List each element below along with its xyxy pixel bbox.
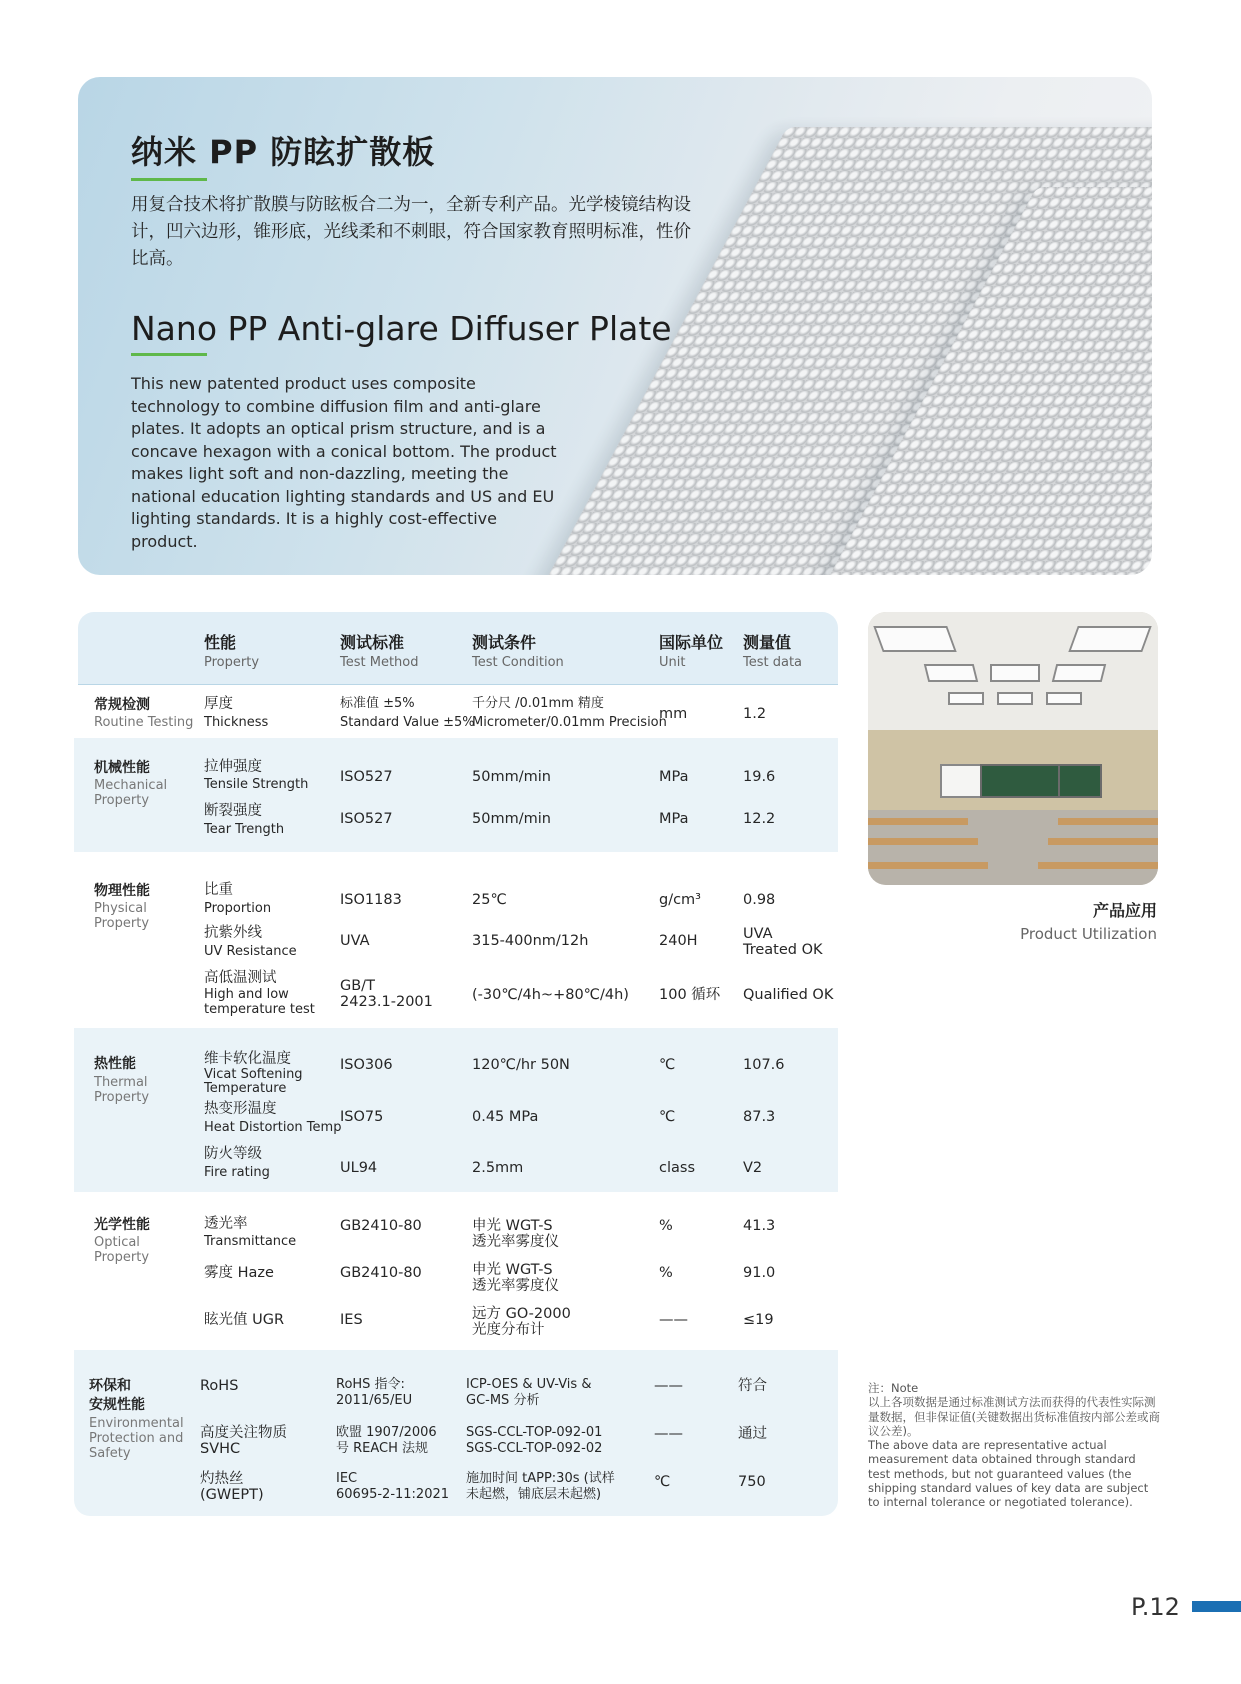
cond-ugr: 远方 GO-2000 [472, 1306, 571, 1322]
method-gwept-2: 60695-2-11:2021 [336, 1487, 450, 1502]
header-test-data: 测量值 [743, 633, 792, 652]
blackboard [1058, 764, 1102, 798]
desk [1048, 838, 1158, 845]
category-optical-en: Optical Property [94, 1235, 150, 1265]
prop-tear-en: Tear Trength [204, 822, 285, 837]
prop-vicat-en: Vicat Softening [204, 1067, 303, 1082]
value-tear: 12.2 [743, 811, 776, 827]
ceiling-light [873, 626, 956, 652]
value-svhc: 通过 [738, 1426, 767, 1442]
band-mechanical [74, 738, 838, 852]
unit-transmittance: % [659, 1218, 673, 1234]
cond-proportion: 25℃ [472, 892, 507, 908]
page-number: P.12 [1131, 1593, 1180, 1621]
prop-thickness: 厚度 [204, 696, 233, 712]
prop-temp: 高低温测试 [204, 970, 277, 986]
prop-uv: 抗紫外线 [204, 925, 262, 941]
ceiling-light [1046, 692, 1082, 705]
cond-hdt: 0.45 MPa [472, 1109, 539, 1125]
value-proportion: 0.98 [743, 892, 776, 908]
band-environmental [74, 1350, 838, 1516]
cn-title: 纳米 PP 防眩扩散板 [131, 133, 436, 171]
prop-hdt-en: Heat Distortion Temp [204, 1120, 342, 1135]
method-fire: UL94 [340, 1160, 378, 1176]
desk [1058, 818, 1158, 825]
category-routine: 常规检测 [94, 697, 150, 713]
desk [868, 818, 968, 825]
band-thermal [74, 1028, 838, 1192]
page-accent-bar [1192, 1601, 1241, 1612]
prop-vicat-en-2: Temperature [204, 1081, 287, 1096]
en-title: Nano PP Anti-glare Diffuser Plate [131, 309, 672, 348]
prop-temp-en: High and low [204, 987, 289, 1002]
cond-rohs: ICP-OES & UV-Vis & [466, 1377, 592, 1392]
prop-gwept-en: (GWEPT) [200, 1487, 264, 1503]
unit-proportion: g/cm³ [659, 892, 701, 908]
method-temp: GB/T [340, 978, 375, 994]
prop-gwept: 灼热丝 [200, 1471, 244, 1487]
prop-transmittance: 透光率 [204, 1216, 248, 1232]
header-test-condition: 测试条件 [472, 633, 537, 652]
header-test-condition-en: Test Condition [472, 655, 564, 670]
cond-gwept-2: 未起燃，铺底层未起燃) [466, 1487, 602, 1502]
prop-uv-en: UV Resistance [204, 944, 297, 959]
spec-table [74, 612, 838, 1516]
category-thermal: 热性能 [94, 1056, 136, 1072]
method-tensile: ISO527 [340, 769, 393, 785]
cond-gwept: 施加时间 tAPP:30s (试样 [466, 1471, 615, 1486]
category-routine-en: Routine Testing [94, 715, 194, 730]
category-environmental-en: Environmental Protection and Safety [89, 1416, 184, 1461]
cond-thickness: 千分尺 /0.01mm 精度 [472, 696, 604, 711]
prop-temp-en-2: temperature test [204, 1002, 315, 1017]
unit-temp: 100 循环 [659, 987, 721, 1003]
category-thermal-en: Thermal Property [94, 1075, 150, 1105]
method-thickness: 标准值 ±5% [340, 696, 415, 711]
cn-description: 用复合技术将扩散膜与防眩板合二为一，全新专利产品。光学棱镜结构设计，凹六边形，锥形底，光线柔和不刺眼，符合国家教育照明标准，性价比高。 [131, 195, 691, 269]
method-gwept: IEC [336, 1471, 358, 1486]
cond-tear: 50mm/min [472, 811, 551, 827]
ceiling-light [924, 664, 978, 682]
unit-haze: % [659, 1265, 673, 1281]
prop-svhc: 高度关注物质 [200, 1425, 287, 1441]
application-title-en: Product Utilization [1020, 925, 1157, 943]
unit-tear: MPa [659, 811, 689, 827]
method-rohs: RoHS 指令: [336, 1377, 405, 1392]
header-test-method-en: Test Method [340, 655, 419, 670]
cond-transmittance: 申光 WGT-S [472, 1218, 553, 1234]
ceiling-light [948, 692, 984, 705]
cond-fire: 2.5mm [472, 1160, 524, 1176]
value-ugr: ≤19 [743, 1312, 774, 1328]
value-transmittance: 41.3 [743, 1218, 776, 1234]
prop-haze: 雾度 Haze [204, 1265, 274, 1281]
note-cn: 以上各项数据是通过标准测试方法而获得的代表性实际测量数据，但非保证值(关键数据出货标准值按内部公差或商议公差)。 [868, 1395, 1160, 1438]
unit-ugr: —— [659, 1312, 688, 1328]
whiteboard [940, 764, 984, 798]
cond-ugr-2: 光度分布计 [472, 1322, 545, 1338]
header-property-en: Property [204, 655, 260, 670]
prop-tensile-en: Tensile Strength [204, 777, 309, 792]
cond-temp: (-30℃/4h~+80℃/4h) [472, 987, 629, 1003]
cond-uv: 315-400nm/12h [472, 933, 589, 949]
cond-rohs-2: GC-MS 分析 [466, 1393, 540, 1408]
cond-svhc: SGS-CCL-TOP-092-01 [466, 1425, 603, 1440]
method-vicat: ISO306 [340, 1057, 393, 1073]
value-haze: 91.0 [743, 1265, 776, 1281]
unit-rohs: —— [654, 1378, 683, 1394]
category-optical: 光学性能 [94, 1217, 150, 1233]
method-rohs-2: 2011/65/EU [336, 1393, 413, 1408]
cond-tensile: 50mm/min [472, 769, 551, 785]
category-mechanical-en: Mechanical Property [94, 778, 168, 808]
unit-fire: class [659, 1160, 695, 1176]
unit-svhc: —— [654, 1426, 683, 1442]
method-haze: GB2410-80 [340, 1265, 422, 1281]
prop-tear: 断裂强度 [204, 803, 262, 819]
unit-tensile: MPa [659, 769, 689, 785]
header-test-data-en: Test data [743, 655, 803, 670]
prop-ugr: 眩光值 UGR [204, 1312, 285, 1328]
unit-hdt: ℃ [659, 1109, 676, 1125]
category-physical: 物理性能 [94, 883, 150, 899]
cond-vicat: 120℃/hr 50N [472, 1057, 570, 1073]
category-environmental-2: 安规性能 [89, 1397, 145, 1413]
en-description: This new patented product uses composite technology to combine diffusion film and anti-glare plates. It adopts an optical prism structure, and is a concave hexagon with a conical bottom. The product makes light soft and non-dazzling, meeting the national education lighting standards and US and EU lighting standards. It is a highly cost-effective product. [131, 374, 557, 551]
note-label: 注：Note [868, 1381, 919, 1395]
cond-svhc-2: SGS-CCL-TOP-092-02 [466, 1441, 603, 1456]
prop-proportion-en: Proportion [204, 901, 272, 916]
value-fire: V2 [743, 1160, 763, 1176]
method-svhc: 欧盟 1907/2006 [336, 1425, 437, 1440]
cond-haze-2: 透光率雾度仪 [472, 1278, 559, 1294]
cond-haze: 申光 WGT-S [472, 1262, 553, 1278]
cn-title-underline [131, 178, 207, 181]
unit-thickness: mm [659, 706, 688, 722]
hero-banner [78, 77, 1152, 575]
classroom-photo [868, 612, 1158, 885]
method-tear: ISO527 [340, 811, 393, 827]
value-uv: UVA [743, 926, 773, 942]
method-transmittance: GB2410-80 [340, 1218, 422, 1234]
header-test-method: 测试标准 [340, 633, 405, 652]
method-svhc-2: 号 REACH 法规 [336, 1441, 429, 1456]
header-unit-en: Unit [659, 655, 686, 670]
value-temp: Qualified OK [743, 987, 834, 1003]
ceiling-light [997, 692, 1033, 705]
desk [1038, 862, 1158, 869]
category-mechanical: 机械性能 [94, 760, 150, 776]
desk [868, 862, 988, 869]
category-physical-en: Physical Property [94, 901, 150, 931]
prop-proportion: 比重 [204, 882, 233, 898]
value-tensile: 19.6 [743, 769, 776, 785]
method-temp-2: 2423.1-2001 [340, 994, 433, 1010]
method-hdt: ISO75 [340, 1109, 384, 1125]
prop-rohs: RoHS [200, 1378, 239, 1394]
value-gwept: 750 [738, 1474, 766, 1490]
note-en: The above data are representative actual measurement data obtained through standard test methods, but not guaranteed values (the shipping standard values of key data are subject to internal tolerance or negotiated tolerance). [868, 1438, 1149, 1510]
cond-thickness-2: Micrometer/0.01mm Precision [472, 715, 667, 730]
ceiling-light [1068, 626, 1151, 652]
method-ugr: IES [340, 1312, 363, 1328]
blackboard [980, 764, 1062, 798]
table-header [78, 612, 838, 685]
prop-tensile: 拉伸强度 [204, 759, 262, 775]
prop-transmittance-en: Transmittance [204, 1234, 297, 1249]
value-vicat: 107.6 [743, 1057, 785, 1073]
unit-vicat: ℃ [659, 1057, 676, 1073]
cond-transmittance-2: 透光率雾度仪 [472, 1234, 559, 1250]
desk [868, 838, 978, 845]
prop-hdt: 热变形温度 [204, 1101, 277, 1117]
ceiling-light [990, 664, 1040, 682]
method-proportion: ISO1183 [340, 892, 402, 908]
application-title: 产品应用 [1092, 901, 1157, 920]
note-block [868, 1381, 1160, 1510]
prop-fire: 防火等级 [204, 1146, 262, 1162]
prop-vicat: 维卡软化温度 [204, 1051, 291, 1067]
unit-uv: 240H [659, 933, 698, 949]
ceiling-light [1052, 664, 1106, 682]
prop-thickness-en: Thickness [204, 715, 269, 730]
header-property: 性能 [204, 633, 237, 652]
value-thickness: 1.2 [743, 706, 767, 722]
value-rohs: 符合 [738, 1378, 767, 1394]
en-title-underline [131, 353, 207, 356]
prop-svhc-en: SVHC [200, 1441, 241, 1457]
method-thickness-2: Standard Value ±5% [340, 715, 475, 730]
category-environmental: 环保和 [89, 1378, 131, 1394]
value-hdt: 87.3 [743, 1109, 776, 1125]
unit-gwept: ℃ [654, 1474, 671, 1490]
header-unit: 国际单位 [659, 633, 724, 652]
prop-fire-en: Fire rating [204, 1165, 270, 1180]
method-uv: UVA [340, 933, 370, 949]
value-uv-2: Treated OK [743, 942, 823, 958]
